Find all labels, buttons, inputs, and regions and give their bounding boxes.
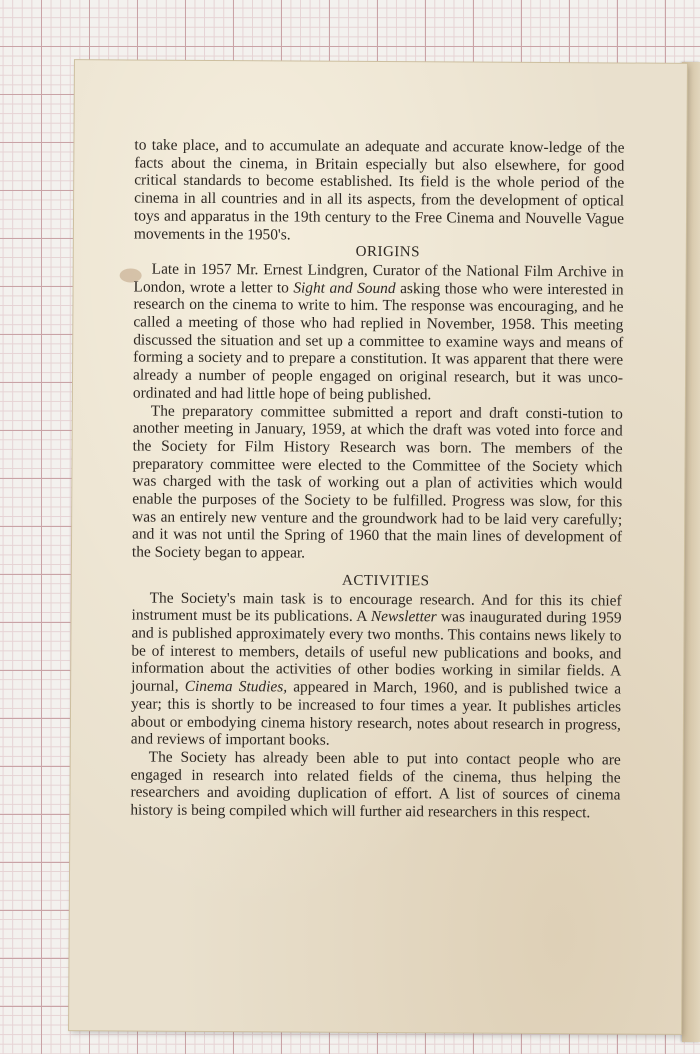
activities-paragraph-1 <box>131 589 622 751</box>
sight-and-sound-title: Sight and Sound <box>293 279 396 297</box>
document-body <box>130 137 624 823</box>
activities-paragraph-2: The Society has already been able to put into contact people who are engaged in research into related fields of the cinema, thus helping the researchers and avoiding duplication of effort. A list of sources of cinema history is being compiled which will further aid researchers in this respect. <box>130 748 621 822</box>
intro-paragraph: to take place, and to accumulate an adequate and accurate know-ledge of the facts about the cinema, in Britain especially but also elsewhere, for good critical standards to become established. Its field is the whole period of the cinema in all countries and in all its aspects, from the development of optical toys and apparatus in the 19th century to the Free Cinema and Nouvelle Vague movements in the 1950's. <box>133 136 625 243</box>
activities-p1-text-a: The Society's main task is to encourage research. And for this its chief instrument must be its publications. A <box>131 589 622 626</box>
activities-heading: ACTIVITIES <box>341 572 430 590</box>
document-page <box>69 60 687 1034</box>
activities-p1-text-b: was inaugurated during 1959 and is published approximately every two months. This contains news likely to be of interest to members, details of useful new publications and books, and information about the activities of other bodies working in similar fields. A journal, <box>131 608 622 695</box>
origins-heading: ORIGINS <box>355 244 421 261</box>
origins-paragraph-2: The preparatory committee submitted a report and draft consti-tution to another meeting in January, 1959, at which the draft was voted into force and the Society for Film History Research was born. The members of the preparatory committee were elected to the Committee of the Society which was charged with the task of working out a plan of activities which would enable the purposes of the Society to be fulfilled. Progress was slow, for this was an entirely new venture and the groundwork had to be laid very carefully; and it was not until the Spring of 1960 that the main lines of development of the Society began to appear. <box>131 402 623 562</box>
activities-p1-text-c: appeared in March, 1960, and is published twice a year; this is shortly to be increased to four times a year. It publishes articles about or embodying cinema history research, notes about research in progress, and reviews of important books. <box>130 678 622 749</box>
origins-paragraph-1 <box>133 260 624 405</box>
origins-p1-text-b: asking those who were interested in research on the cinema to write to him. The response was encouraging, and he called a meeting of those who had replied in November, 1958. This meeting discussed the situation and set up a committee to examine ways and means of forming a society and to prepare a constitution. It was apparent that there were already a number of people engaged on original research, but it was unco-ordinated and had little hope of being published. <box>132 279 624 404</box>
cinema-studies-title: Cinema Studies, <box>184 677 288 696</box>
newsletter-title: Newsletter <box>370 608 437 626</box>
origins-p1-text-a: Late in 1957 Mr. Ernest Lindgren, Curator of the National Film Archive in London, wrote a letter to <box>133 260 624 297</box>
